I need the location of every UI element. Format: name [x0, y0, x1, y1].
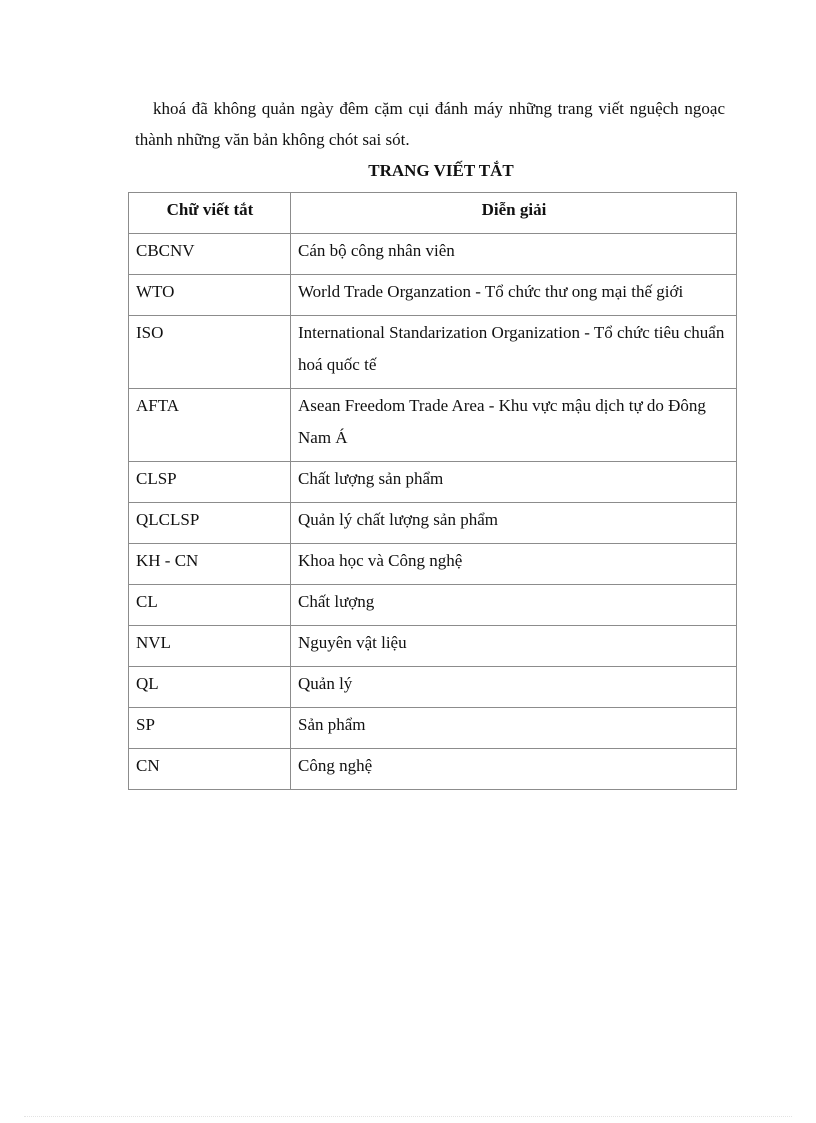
table-row	[129, 544, 737, 585]
intro-paragraph: khoá đã không quản ngày đêm cặm cụi đánh máy những trang viết nguệch ngoạc thành những văn bản không chót sai sót.	[135, 99, 725, 149]
description-cell: World Trade Organzation - Tổ chức thư ong mại thế giới	[291, 275, 737, 316]
table-row	[129, 626, 737, 667]
description-cell: Công nghệ	[291, 749, 737, 790]
table-row	[129, 316, 737, 389]
header-abbreviation: Chữ viết tắt	[129, 193, 291, 234]
description-cell: Nguyên vật liệu	[291, 626, 737, 667]
abbreviation-cell: QLCLSP	[129, 503, 291, 544]
abbreviation-cell: NVL	[129, 626, 291, 667]
table-row	[129, 275, 737, 316]
header-description: Diễn giải	[291, 193, 737, 234]
abbreviation-cell: KH - CN	[129, 544, 291, 585]
page-bottom-divider	[24, 1116, 792, 1117]
table-row	[129, 389, 737, 462]
abbreviation-cell: WTO	[129, 275, 291, 316]
table-row	[129, 462, 737, 503]
description-cell: Quản lý chất lượng sản phẩm	[291, 503, 737, 544]
abbreviation-cell: CN	[129, 749, 291, 790]
abbreviation-cell: AFTA	[129, 389, 291, 462]
table-row	[129, 503, 737, 544]
table-row	[129, 667, 737, 708]
abbreviation-table	[128, 192, 737, 790]
abbreviation-cell: QL	[129, 667, 291, 708]
description-cell: Chất lượng	[291, 585, 737, 626]
table-row	[129, 749, 737, 790]
description-cell: International Standarization Organization - Tổ chức tiêu chuẩn hoá quốc tế	[291, 316, 737, 389]
abbreviation-cell: CBCNV	[129, 234, 291, 275]
description-cell: Cán bộ công nhân viên	[291, 234, 737, 275]
abbreviation-cell: ISO	[129, 316, 291, 389]
table-row	[129, 585, 737, 626]
table-row	[129, 708, 737, 749]
description-cell: Quản lý	[291, 667, 737, 708]
table-header-row	[129, 193, 737, 234]
description-cell: Chất lượng sản phẩm	[291, 462, 737, 503]
abbreviation-cell: SP	[129, 708, 291, 749]
page-title: TRANG VIẾT TẮT	[368, 161, 514, 180]
abbreviation-cell: CL	[129, 585, 291, 626]
description-cell: Asean Freedom Trade Area - Khu vực mậu dịch tự do Đông Nam Á	[291, 389, 737, 462]
description-cell: Khoa học và Công nghệ	[291, 544, 737, 585]
description-cell: Sản phẩm	[291, 708, 737, 749]
table-row	[129, 234, 737, 275]
abbreviation-cell: CLSP	[129, 462, 291, 503]
